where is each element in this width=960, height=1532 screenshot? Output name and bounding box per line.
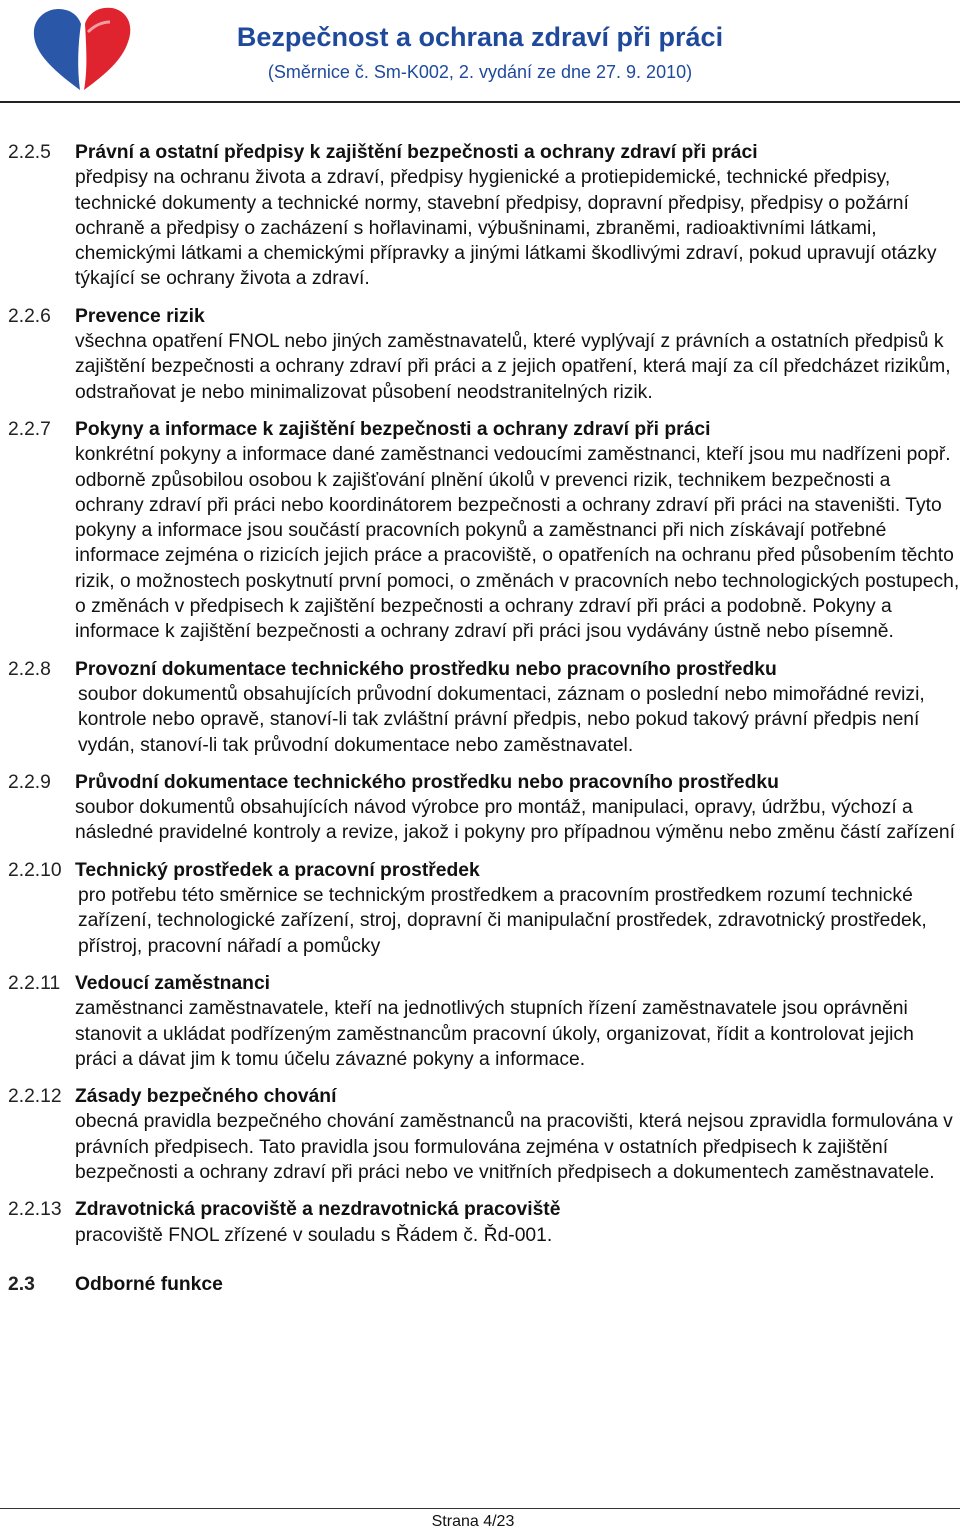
section-number: 2.3	[8, 1273, 35, 1295]
section-number: 2.2.6	[8, 305, 51, 327]
section-number: 2.2.11	[8, 972, 61, 994]
section-2-3	[8, 1272, 960, 1297]
section-number: 2.2.13	[8, 1199, 62, 1221]
section-2-2-5	[8, 140, 960, 292]
header-divider	[0, 101, 960, 103]
section-text: pracoviště FNOL zřízené v souladu s Řádem č. Řd-001.	[75, 1224, 553, 1246]
page-header-title: Bezpečnost a ochrana zdraví při práci	[236, 22, 724, 52]
section-text: předpisy na ochranu života a zdraví, předpisy hygienické a protiepidemické, technické předpisy, technické dokumenty a technické normy, stavební předpisy, dopravní předpisy, předpisy o požární ochraně a předpisy o zacházení s hořlavinami, výbušninami, zbraněmi, radioaktivními látkami, chemickými látkami a chemickými přípravky a jinými látkami škodlivými zdraví, pokud upravují otázky týkající se ochrany života a zdraví.	[75, 167, 937, 290]
section-heading: Prevence rizik	[75, 305, 205, 327]
section-heading: Zdravotnická pracoviště a nezdravotnická pracoviště	[75, 1199, 561, 1221]
section-2-2-8	[8, 657, 960, 758]
heart-logo-icon	[28, 2, 136, 94]
page-number: Strana 4/23	[431, 1513, 515, 1530]
section-heading: Provozní dokumentace technického prostředku nebo pracovního prostředku	[75, 658, 777, 680]
section-text: soubor dokumentů obsahujících návod výrobce pro montáž, manipulaci, opravy, údržbu, výchozí a následné pravidelné kontroly a revize, jakož i pokyny pro případnou výměnu nebo změnu částí zařízení	[75, 797, 955, 844]
section-2-2-9	[8, 770, 960, 846]
section-2-2-7	[8, 417, 960, 645]
section-heading: Vedoucí zaměstnanci	[75, 972, 271, 994]
section-text: všechna opatření FNOL nebo jiných zaměstnavatelů, které vyplývají z právních a ostatních předpisů k zajištění bezpečnosti a ochrany zdraví při práci a z jejich opatření, která mají za cíl předcházet rizikům, odstraňovat je nebo minimalizovat působení neodstranitelných rizik.	[75, 331, 951, 403]
section-heading: Průvodní dokumentace technického prostředku nebo pracovního prostředku	[75, 771, 779, 793]
section-number: 2.2.5	[8, 142, 51, 163]
section-2-2-11	[8, 971, 960, 1072]
section-heading: Technický prostředek a pracovní prostředek	[75, 859, 480, 881]
section-text: soubor dokumentů obsahujících průvodní dokumentaci, záznam o poslední nebo mimořádné revizi, kontrole nebo opravě, stanoví-li tak zvláštní právní předpis, nebo pokud takový právní předpis není vydán, stanoví-li tak průvodní dokumentace nebo zaměstnavatel.	[78, 683, 925, 756]
section-heading: Pokyny a informace k zajištění bezpečnosti a ochrany zdraví při práci	[75, 418, 711, 440]
section-text: konkrétní pokyny a informace dané zaměstnanci vedoucími zaměstnanci, kteří jsou mu nadřízeni popř. odborně způsobilou osobou k zajišťování plnění úkolů v prevenci rizik, technikem bezpečnosti a ochrany zdraví při práci nebo koordinátorem bezpečnosti a ochrany zdraví při práci na staveništi. Tyto pokyny a informace jsou součástí pracovních pokynů a zaměstnanci při nich získávají potřebné informace zejména o rizicích jejich práce a pracoviště, o opatřeních na ochranu před působením těchto rizik, o možnostech poskytnutí první pomoci, o změnách v pracovních nebo technologických postupech, o změnách v předpisech k zajištění bezpečnosti a ochrany zdraví při práci a podobně. Pokyny a informace k zajištění bezpečnosti a ochrany zdraví při práci jsou vydávány ústně nebo písemně.	[75, 444, 960, 643]
section-number: 2.2.7	[8, 418, 51, 440]
document-body	[8, 140, 960, 1297]
section-number: 2.2.8	[8, 658, 51, 680]
section-number: 2.2.12	[8, 1086, 62, 1108]
section-text: pro potřebu této směrnice se technickým prostředkem a pracovním prostředkem rozumí technické zařízení, technologické zařízení, stroj, dopravní či manipulační prostředek, zdravotnický prostředek, přístroj, pracovní nářadí a pomůcky	[78, 885, 927, 957]
section-heading: Zásady bezpečného chování	[75, 1086, 337, 1108]
section-text: obecná pravidla bezpečného chování zaměstnanců na pracovišti, která nejsou zpravidla formulována v právních předpisech. Tato pravidla jsou formulována zejména v ostatních předpisech k zajištění bezpečnosti a ochrany zdraví při práci nebo ve vnitřních předpisech a dokumentech zaměstnavatele.	[75, 1111, 953, 1183]
section-text: zaměstnanci zaměstnavatele, kteří na jednotlivých stupních řízení zaměstnavatele jsou oprávněni stanovit a ukládat podřízeným zaměstnancům pracovní úkoly, organizovat, řídit a kontrolovat jejich práci a dávat jim k tomu účelu závazné pokyny a informace.	[75, 998, 914, 1070]
footer-divider	[0, 1508, 960, 1509]
section-2-2-12	[8, 1084, 960, 1185]
section-number: 2.2.10	[8, 859, 62, 881]
page-header-subtitle: (Směrnice č. Sm-K002, 2. vydání ze dne 27. 9. 2010)	[267, 62, 693, 82]
section-2-2-6	[8, 304, 960, 405]
section-2-2-10	[8, 858, 960, 959]
section-heading: Právní a ostatní předpisy k zajištění bezpečnosti a ochrany zdraví při práci	[75, 142, 758, 163]
section-2-2-13	[8, 1197, 960, 1248]
section-number: 2.2.9	[8, 771, 51, 793]
section-heading: Odborné funkce	[75, 1273, 223, 1295]
